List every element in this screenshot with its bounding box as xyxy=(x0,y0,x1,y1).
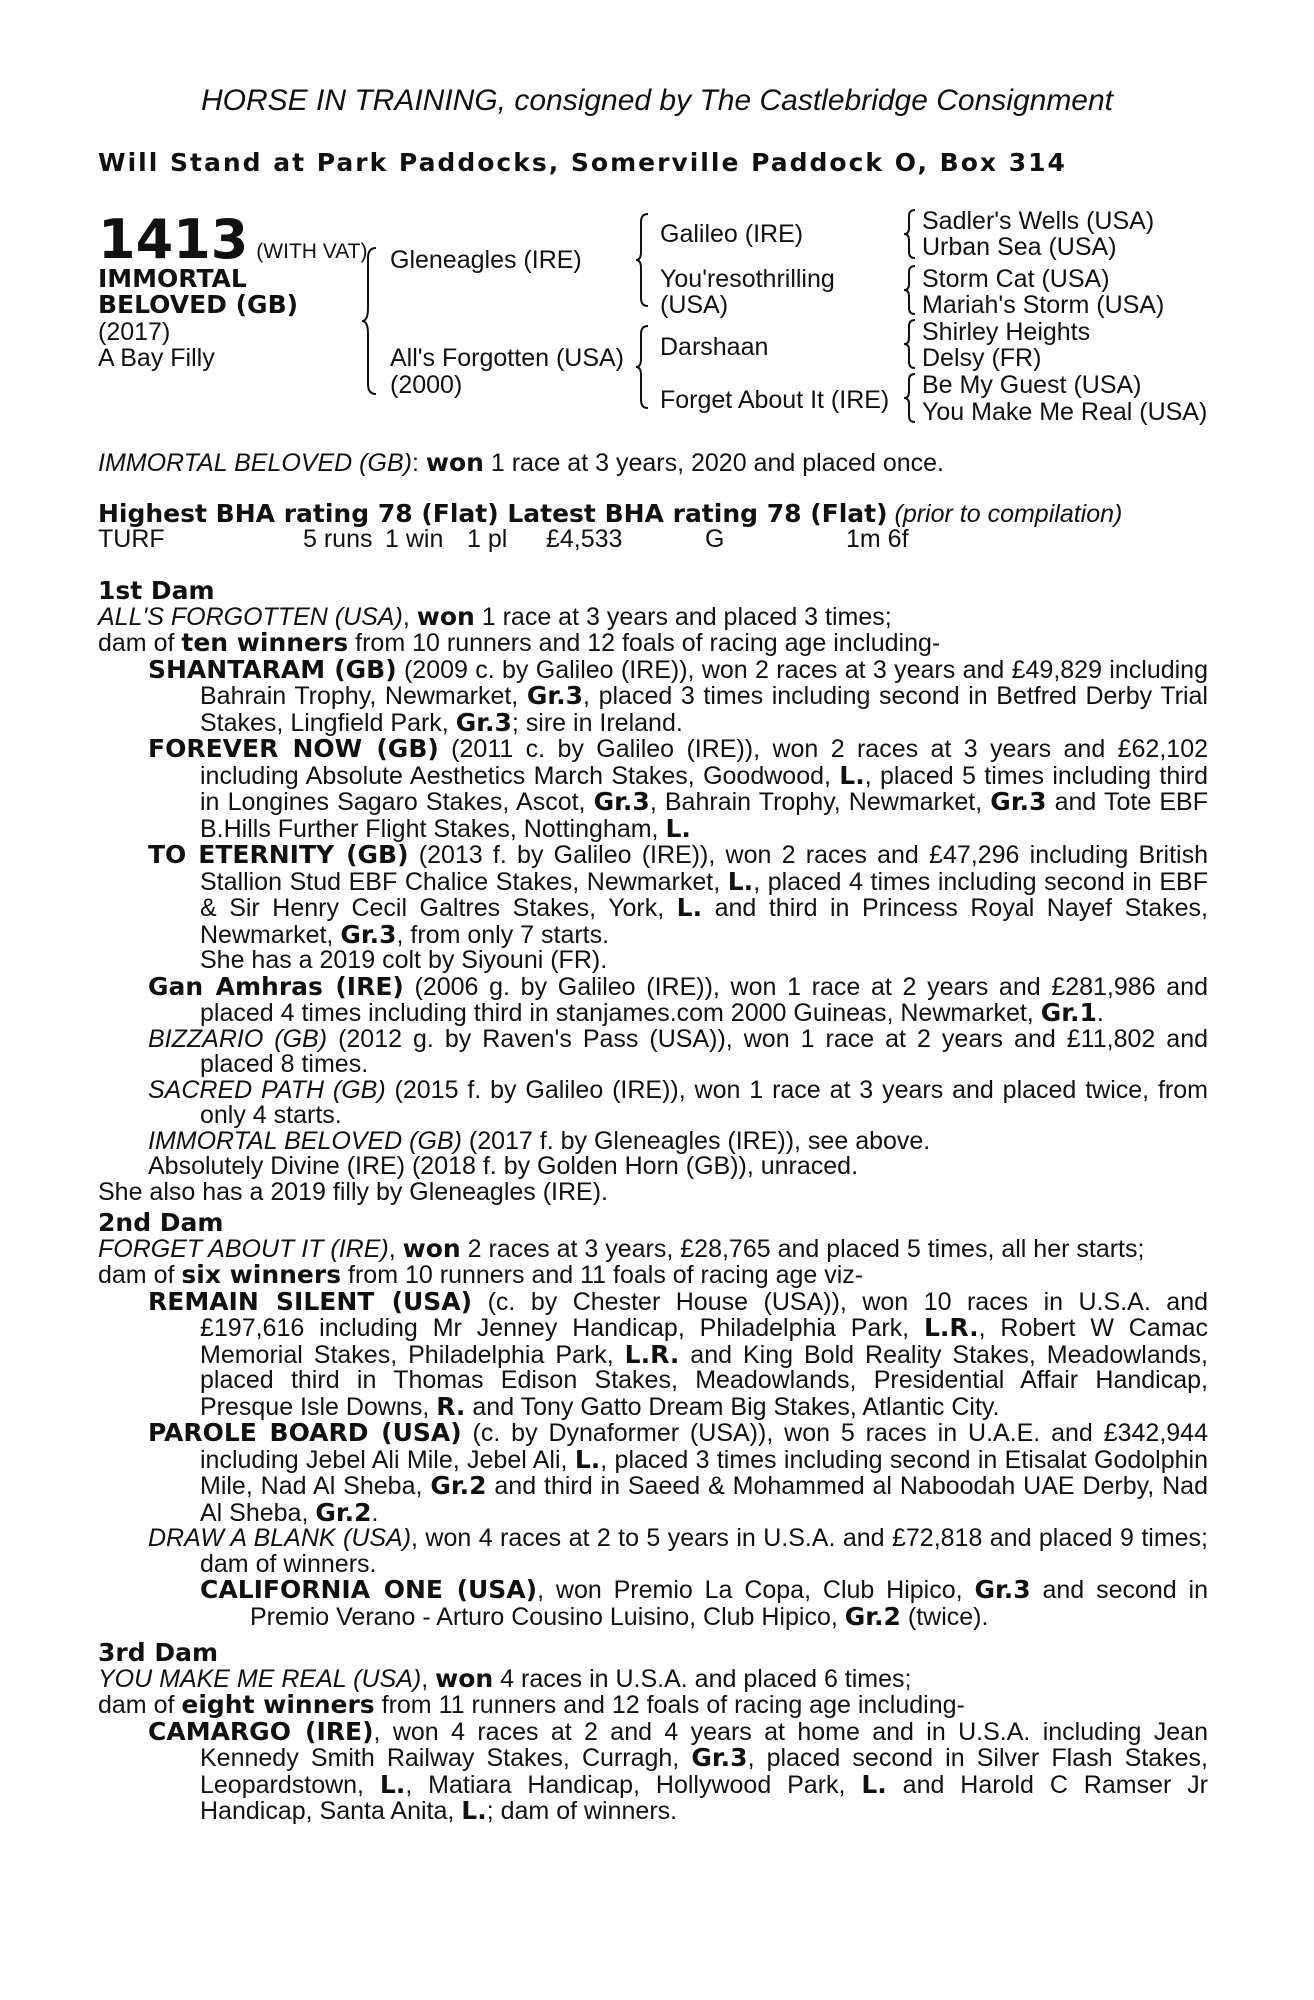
produce-name: SHANTARAM (GB) xyxy=(148,654,397,684)
produce-entry xyxy=(98,1577,1208,1630)
produce-name: SACRED PATH (GB) xyxy=(148,1075,386,1104)
pedigree-brace-sire xyxy=(636,212,652,308)
grade-label: R. xyxy=(436,1391,466,1421)
pedigree-sdd: Mariah's Storm (USA) xyxy=(922,291,1165,319)
third-dam-record: 4 races in U.S.A. and placed 6 times; xyxy=(493,1664,912,1693)
produce-entry xyxy=(98,842,1208,948)
pedigree-dam-dam: Forget About It (IRE) xyxy=(660,386,890,414)
produce-text: (2013 f. by Galileo (IRE)), won 2 races and £47,296 including British Stallion Stud EBF Chalice Stakes, Newmarket, xyxy=(200,841,1209,896)
produce-text: ; dam of winners. xyxy=(486,1797,678,1825)
pedigree-brace-ds xyxy=(904,318,918,370)
produce-text: , placed 3 times including second in Betfred Derby Trial Stakes, Lingfield Park, xyxy=(200,682,1208,737)
produce-text: , won 4 races at 2 to 5 years in U.S.A. and £72,818 and placed 9 times; dam of winners. xyxy=(200,1524,1208,1578)
produce-text: and Harold C Ramser Jr Handicap, Santa Anita, xyxy=(200,1770,1208,1825)
grade-label: L. xyxy=(861,1769,887,1799)
grade-label: L.R. xyxy=(624,1339,680,1369)
second-dam-record: 2 races at 3 years, £28,765 and placed 5 times, all her starts; xyxy=(460,1234,1145,1263)
produce-entry xyxy=(98,1126,1208,1155)
produce-text: , placed second in Silver Flash Stakes, Leopardstown, xyxy=(200,1744,1208,1799)
third-dam-title: 3rd Dam xyxy=(98,1638,218,1667)
rating-money: £4,533 xyxy=(546,525,623,553)
grade-label: Gr.3 xyxy=(455,707,512,737)
pedigree-brace-dam xyxy=(636,324,652,410)
grade-label: Gr.3 xyxy=(990,787,1047,816)
produce-text: , Matiara Handicap, Hollywood Park, xyxy=(405,1770,862,1799)
third-dam-name: YOU MAKE ME REAL (USA) xyxy=(98,1664,422,1693)
grade-label: L. xyxy=(379,1769,406,1799)
lot-number xyxy=(98,208,368,271)
produce-text: (2012 g. by Raven's Pass (USA)), won 1 race at 2 years and £11,802 and placed 8 times. xyxy=(200,1024,1208,1078)
pedigree-dss: Shirley Heights xyxy=(922,318,1091,346)
produce-name: PAROLE BOARD (USA) xyxy=(148,1418,462,1447)
produce-text: and second in Premio Verano - Arturo Cousino Luisino, Club Hipico, xyxy=(250,1576,1209,1631)
third-dam-winners: eight winners xyxy=(181,1690,375,1719)
second-dam-title: 2nd Dam xyxy=(98,1208,224,1237)
produce-text: and third in Princess Royal Nayef Stakes, Newmarket, xyxy=(200,894,1208,949)
grade-label: Gr.2 xyxy=(315,1497,372,1527)
produce-text: (2015 f. by Galileo (IRE)), won 1 race at 3 years and placed twice, from only 4 starts. xyxy=(200,1075,1208,1129)
first-dam-won: won xyxy=(416,601,475,631)
pedigree-dam-line1: All's Forgotten (USA) xyxy=(390,344,625,372)
grade-label: L. xyxy=(676,893,703,922)
rating-text: Highest BHA rating 78 (Flat) Latest BHA rating 78 (Flat) xyxy=(98,499,888,528)
stand-location: Will Stand at Park Paddocks, Somerville Paddock O, Box 314 xyxy=(98,148,1067,177)
grade-label: Gr.3 xyxy=(526,681,584,710)
produce-text: (2009 c. by Galileo (IRE)), won 2 races at 3 years and £49,829 including Bahrain Trophy, Newmarket, xyxy=(200,655,1208,710)
rating-going: G xyxy=(705,525,725,553)
pedigree-brace-dd xyxy=(904,372,918,424)
produce-entry xyxy=(98,1716,1208,1825)
second-dam-section: 2nd Dam FORGET ABOUT IT (IRE), won 2 races at 3 years, £28,765 and placed 5 times, all her starts; dam of six winners from 10 runners and 11 foals of racing age viz- REMAIN SILENT (USA) (c. by Chester House (USA)), won 10 races in U.S.A. and £197,616 including Mr Jenney Handicap, Philadelphia Park, L.R., Robert W Camac Memorial Stakes, Philadelphia Park, L.R. and King Bold Reality Stakes, Meadowlands, placed third in Thomas Edison Stakes, Meadowlands, Presidential Affair Handicap, Presque Isle Downs, R. and Tony Gatto Dream Big Stakes, Atlantic City. PAROLE BOARD (USA) (c. by Dynaformer (USA)), won 5 races in U.A.E. and £342,944 including Jebel Ali Mile, Jebel Ali, L., placed 3 times including second in Etisalat Godolphin Mile, Nad Al Sheba, Gr.2 and third in Saeed & Mohammed al Naboodah UAE Derby, Nad Al Sheba, Gr.2. DRAW A BLANK (USA), won 4 races at 2 to 5 years in U.S.A. and £72,818 and placed 9 times; dam of winners. CALIFORNIA ONE (USA), won Premio La Copa, Club Hipico, Gr.3 and second in Premio Verano - Arturo Cousino Luisino, Club Hipico, Gr.2 (twice). xyxy=(98,1208,1209,1631)
vat-note: (WITH VAT) xyxy=(256,240,368,263)
pedigree-brace-ss xyxy=(904,208,918,260)
first-dam-section: 1st Dam ALL'S FORGOTTEN (USA), won 1 race at 3 years and placed 3 times; dam of ten winners from 10 runners and 12 foals of racing age including- SHANTARAM (GB) (2009 c. by Galileo (IRE)), won 2 races at 3 years and £49,829 including Bahrain Trophy, Newmarket, Gr.3, placed 3 times including second in Betfred Derby Trial Stakes, Lingfield Park, Gr.3; sire in Ireland. FOREVER NOW (GB) (2011 c. by Galileo (IRE)), won 2 races at 3 years and £62,102 including Absolute Aesthetics March Stakes, Goodwood, L., placed 5 times including third in Longines Sagaro Stakes, Ascot, Gr.3, Bahrain Trophy, Newmarket, Gr.3 and Tote EBF B.Hills Further Flight Stakes, Nottingham, L. TO ETERNITY (GB) (2013 f. by Galileo (IRE)), won 2 races and £47,296 including British Stallion Stud EBF Chalice Stakes, Newmarket, L., placed 4 times including second in EBF & Sir Henry Cecil Galtres Stakes, York, L. and third in Princess Royal Nayef Stakes, Newmarket, Gr.3, from only 7 starts. She has a 2019 colt by Siyouni (FR). Gan Amhras (IRE) (2006 g. by Galileo (IRE)), won 1 race at 2 years and £281,986 and placed 4 times including third in stanjames.com 2000 Guineas, Newmarket, Gr.1. BIZZARIO (GB) (2012 g. by Raven's Pass (USA)), won 1 race at 2 years and £11,802 and placed 8 times. SACRED PATH (GB) (2015 f. by Galileo (IRE)), won 1 race at 3 years and placed twice, from only 4 starts. IMMORTAL BELOVED (GB) (2017 f. by Gleneagles (IRE)), see above. Absolutely Divine (IRE) (2018 f. by Golden Horn (GB)), unraced. She also has a 2019 filly by Gleneagles (IRE). xyxy=(98,576,1209,1206)
summary-rest: 1 race at 3 years, 2020 and placed once. xyxy=(483,449,944,477)
horse-year: (2017) xyxy=(98,318,171,346)
produce-text: and third in Saeed & Mohammed al Naboodah UAE Derby, Nad Al Sheba, xyxy=(200,1472,1208,1527)
consignor-header: HORSE IN TRAINING, consigned by The Castlebridge Consignment xyxy=(200,84,1114,117)
produce-entry xyxy=(98,971,1208,1027)
produce-note: She has a 2019 colt by Siyouni (FR). xyxy=(200,946,608,974)
horse-description: A Bay Filly xyxy=(98,344,215,372)
pedigree-ddd: You Make Me Real (USA) xyxy=(922,398,1208,426)
pedigree-sire-dam-line2: (USA) xyxy=(660,291,729,319)
produce-text: , placed 4 times including second in EBF & Sir Henry Cecil Galtres Stakes, York, xyxy=(200,867,1209,922)
second-dam-produce-a: dam of xyxy=(98,1261,182,1289)
pedigree-sire: Gleneagles (IRE) xyxy=(390,246,582,274)
rating-wins: 1 win xyxy=(385,525,444,553)
produce-text: , placed 5 times including third in Longines Sagaro Stakes, Ascot, xyxy=(200,761,1209,816)
third-dam-section: 3rd Dam YOU MAKE ME REAL (USA), won 4 races in U.S.A. and placed 6 times; dam of eight winners from 11 runners and 12 foals of racing age including- CAMARGO (IRE), won 4 races at 2 and 4 years at home and in U.S.A. including Jean Kennedy Smith Railway Stakes, Curragh, Gr.3, placed second in Silver Flash Stakes, Leopardstown, L., Matiara Handicap, Hollywood Park, L. and Harold C Ramser Jr Handicap, Santa Anita, L.; dam of winners. xyxy=(98,1638,1208,1825)
produce-text: and Tony Gatto Dream Big Stakes, Atlantic City. xyxy=(465,1392,1000,1421)
second-dam-won: won xyxy=(402,1233,461,1263)
second-dam-name: FORGET ABOUT IT (IRE) xyxy=(98,1234,389,1263)
race-summary: IMMORTAL BELOVED (GB): won 1 race at 3 years, 2020 and placed once. xyxy=(98,448,944,477)
rating-note: (prior to compilation) xyxy=(894,500,1123,528)
produce-text: , placed 3 times including second in Etisalat Godolphin Mile, Nad Al Sheba, xyxy=(200,1445,1208,1500)
produce-entry xyxy=(98,736,1208,842)
produce-text: (2006 g. by Galileo (IRE)), won 1 race at 2 years and £281,986 and placed 4 times including third in stanjames.com 2000 Guineas, Newmarket, xyxy=(200,972,1208,1027)
produce-text: . xyxy=(1096,999,1104,1027)
produce-text: ; sire in Ireland. xyxy=(511,708,683,737)
produce-entry xyxy=(98,1024,1208,1078)
grade-label: Gr.2 xyxy=(430,1471,487,1500)
produce-name: BIZZARIO (GB) xyxy=(148,1024,328,1053)
second-dam-produce-c: from 10 runners and 11 foals of racing age viz- xyxy=(341,1261,864,1289)
rating-runs: 5 runs xyxy=(303,525,373,553)
produce-entry: Absolutely Divine (IRE) (2018 f. by Golden Horn (GB)), unraced. xyxy=(148,1152,859,1180)
summary-horse-name: IMMORTAL BELOVED (GB) xyxy=(98,449,412,477)
produce-text: , from only 7 starts. xyxy=(396,920,610,949)
pedigree-sss: Sadler's Wells (USA) xyxy=(922,207,1155,235)
grade-label: Gr.3 xyxy=(974,1575,1031,1604)
first-dam-produce-c: from 10 runners and 12 foals of racing age including- xyxy=(348,629,941,657)
grade-label: L. xyxy=(839,760,865,790)
produce-name: Gan Amhras (IRE) xyxy=(148,971,404,1001)
produce-entry xyxy=(98,1075,1208,1129)
produce-text: , Robert W Camac Memorial Stakes, Philadelphia Park, xyxy=(200,1314,1208,1369)
grade-label: L. xyxy=(665,813,691,843)
produce-name: CAMARGO (IRE) xyxy=(148,1716,374,1746)
pedigree-dam-sire: Darshaan xyxy=(660,333,769,361)
first-dam-title: 1st Dam xyxy=(98,576,215,605)
produce-text: (2017 f. by Gleneagles (IRE)), see above. xyxy=(461,1126,931,1155)
summary-won: won xyxy=(425,448,484,477)
horse-name-line1: IMMORTAL xyxy=(98,264,247,293)
produce-name: CALIFORNIA ONE (USA) xyxy=(200,1575,538,1604)
rating-surface: TURF xyxy=(98,525,165,553)
third-dam-produce-a: dam of xyxy=(98,1691,182,1719)
grade-label: Gr.1 xyxy=(1040,998,1097,1027)
rating-line xyxy=(98,501,1122,527)
third-dam-produce-c: from 11 runners and 12 foals of racing age including- xyxy=(374,1691,965,1719)
first-dam-note: She also has a 2019 filly by Gleneagles (IRE). xyxy=(98,1177,608,1206)
first-dam-produce-a: dam of xyxy=(98,629,182,657)
pedigree-ssd: Urban Sea (USA) xyxy=(922,233,1117,261)
produce-text: and King Bold Reality Stakes, Meadowlands, placed third in Thomas Edison Stakes, Meadowlands, Presidential Affair Handicap, Presque Isle Downs, xyxy=(200,1340,1208,1421)
produce-text: (twice). xyxy=(900,1602,989,1631)
grade-label: L. xyxy=(727,866,754,896)
produce-text: , Bahrain Trophy, Newmarket, xyxy=(649,788,991,816)
pedigree-brace-sd xyxy=(904,264,918,316)
produce-name: TO ETERNITY (GB) xyxy=(148,840,409,869)
grade-label: Gr.3 xyxy=(691,1743,748,1772)
pedigree-sds: Storm Cat (USA) xyxy=(922,265,1110,293)
produce-entry xyxy=(98,1526,1208,1577)
grade-label: L. xyxy=(574,1444,601,1474)
third-dam-won: won xyxy=(435,1663,494,1693)
second-dam-winners: six winners xyxy=(181,1260,342,1289)
rating-distance: 1m 6f xyxy=(846,525,909,553)
pedigree-dsd: Delsy (FR) xyxy=(922,344,1042,372)
produce-text: (2011 c. by Galileo (IRE)), won 2 races at 3 years and £62,102 including Absolute Aesthetics March Stakes, Goodwood, xyxy=(200,735,1208,790)
horse-name-line2: BELOVED (GB) xyxy=(98,290,299,319)
pedigree-brace-gen1 xyxy=(362,246,382,396)
produce-text: and Tote EBF B.Hills Further Flight Stakes, Nottingham, xyxy=(200,788,1208,843)
produce-text: (c. by Chester House (USA)), won 10 races in U.S.A. and £197,616 including Mr Jenney Handicap, Philadelphia Park, xyxy=(200,1287,1208,1342)
first-dam-winners: ten winners xyxy=(181,628,349,657)
produce-entry xyxy=(98,1286,1208,1421)
produce-name: IMMORTAL BELOVED (GB) xyxy=(148,1126,462,1155)
produce-name: FOREVER NOW (GB) xyxy=(148,734,439,763)
pedigree-sire-dam-line1: You'resothrilling xyxy=(660,265,835,293)
produce-name: REMAIN SILENT (USA) xyxy=(148,1286,473,1316)
produce-text: . xyxy=(371,1498,379,1527)
first-dam-name: ALL'S FORGOTTEN (USA) xyxy=(98,602,403,631)
grade-label: Gr.2 xyxy=(844,1601,901,1631)
rating-placed: 1 pl xyxy=(467,525,508,553)
produce-name: DRAW A BLANK (USA) xyxy=(148,1524,412,1552)
lot-number-value: 1413 xyxy=(98,208,249,271)
grade-label: L. xyxy=(461,1796,487,1825)
produce-text: (c. by Dynaformer (USA)), won 5 races in U.A.E. and £342,944 including Jebel Ali Mile, Jebel Ali, xyxy=(200,1419,1208,1474)
pedigree-sire-sire: Galileo (IRE) xyxy=(660,220,804,248)
produce-text: , won 4 races at 2 and 4 years at home and in U.S.A. including Jean Kennedy Smith Railway Stakes, Curragh, xyxy=(200,1717,1208,1772)
grade-label: L.R. xyxy=(923,1313,979,1342)
grade-label: Gr.3 xyxy=(340,919,397,949)
pedigree-dds: Be My Guest (USA) xyxy=(922,371,1142,399)
grade-label: Gr.3 xyxy=(593,787,650,816)
first-dam-record: 1 race at 3 years and placed 3 times; xyxy=(474,602,892,631)
pedigree-dam-line2: (2000) xyxy=(390,371,463,399)
produce-text: , won Premio La Copa, Club Hipico, xyxy=(537,1576,975,1604)
produce-entry xyxy=(98,1420,1208,1526)
produce-entry xyxy=(98,654,1208,737)
